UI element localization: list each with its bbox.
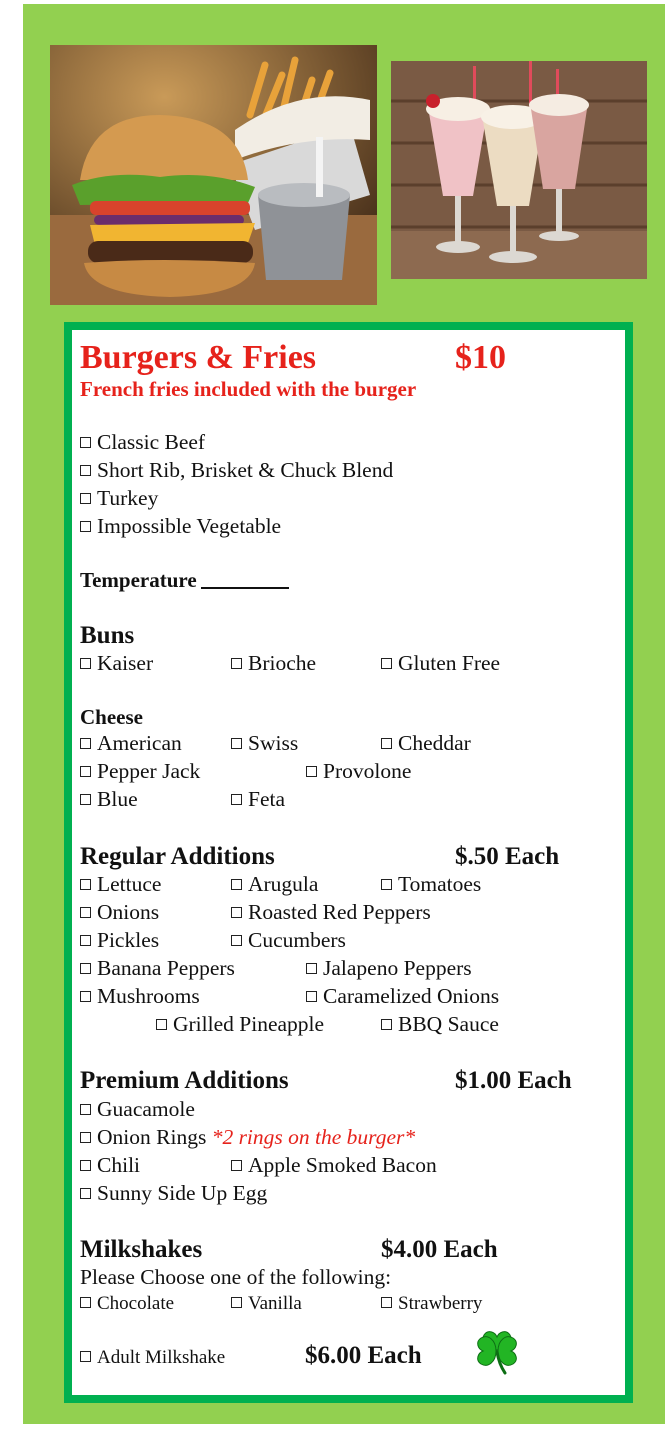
bun-option[interactable]: Brioche xyxy=(231,653,316,675)
milkshake-instruction: Please Choose one of the following: xyxy=(80,1265,392,1289)
premium-additions-heading: Premium Additions xyxy=(80,1067,289,1094)
shamrock-icon xyxy=(472,1326,522,1376)
checkbox-icon xyxy=(80,1104,91,1115)
cheese-option[interactable]: Cheddar xyxy=(381,733,471,755)
checkbox-icon xyxy=(306,766,317,777)
checkbox-icon xyxy=(80,766,91,777)
milkshakes-photo xyxy=(391,61,647,279)
bun-option[interactable]: Gluten Free xyxy=(381,653,500,675)
checkbox-icon xyxy=(156,1019,167,1030)
regular-option[interactable]: BBQ Sauce xyxy=(381,1014,499,1036)
checkbox-icon xyxy=(80,991,91,1002)
checkbox-icon xyxy=(381,738,392,749)
cheese-option[interactable]: Swiss xyxy=(231,733,298,755)
regular-option[interactable]: Tomatoes xyxy=(381,874,481,896)
checkbox-icon xyxy=(80,1297,91,1308)
checkbox-icon xyxy=(231,794,242,805)
regular-option[interactable]: Jalapeno Peppers xyxy=(306,958,472,980)
checkbox-icon xyxy=(80,879,91,890)
checkbox-icon xyxy=(381,879,392,890)
milkshake-option[interactable]: Strawberry xyxy=(381,1294,482,1313)
checkbox-icon xyxy=(80,1351,91,1362)
burger-fries-photo xyxy=(50,45,377,305)
checkbox-icon xyxy=(80,738,91,749)
checkbox-icon xyxy=(80,465,91,476)
regular-option[interactable]: Pickles xyxy=(80,930,159,952)
regular-additions-heading: Regular Additions xyxy=(80,843,275,870)
onion-rings-note: *2 rings on the burger* xyxy=(211,1125,416,1149)
menu-price: $10 xyxy=(455,339,506,376)
regular-option[interactable]: Grilled Pineapple xyxy=(156,1014,324,1036)
patty-option[interactable]: Turkey xyxy=(80,488,158,510)
regular-option[interactable]: Arugula xyxy=(231,874,318,896)
checkbox-icon xyxy=(306,991,317,1002)
menu-subtitle: French fries included with the burger xyxy=(80,377,417,401)
patty-option[interactable]: Impossible Vegetable xyxy=(80,516,281,538)
checkbox-icon xyxy=(80,963,91,974)
buns-heading: Buns xyxy=(80,622,135,649)
premium-option[interactable]: Chili xyxy=(80,1155,140,1177)
checkbox-icon xyxy=(381,1297,392,1308)
temperature-blank[interactable] xyxy=(201,569,289,589)
premium-option[interactable]: Sunny Side Up Egg xyxy=(80,1183,267,1205)
checkbox-icon xyxy=(80,493,91,504)
adult-milkshake-price: $6.00 Each xyxy=(305,1342,422,1369)
checkbox-icon xyxy=(306,963,317,974)
premium-option[interactable]: Guacamole xyxy=(80,1099,195,1121)
patty-option[interactable]: Classic Beef xyxy=(80,432,205,454)
temperature-field[interactable]: Temperature xyxy=(80,569,289,591)
checkbox-icon xyxy=(80,437,91,448)
premium-additions-price: $1.00 Each xyxy=(455,1067,572,1094)
premium-option[interactable]: Onion Rings *2 rings on the burger* xyxy=(80,1127,415,1149)
checkbox-icon xyxy=(80,1160,91,1171)
regular-additions-price: $.50 Each xyxy=(455,843,560,870)
milkshakes-price: $4.00 Each xyxy=(381,1236,498,1263)
regular-option[interactable]: Lettuce xyxy=(80,874,161,896)
checkbox-icon xyxy=(80,794,91,805)
checkbox-icon xyxy=(80,1132,91,1143)
milkshake-option[interactable]: Vanilla xyxy=(231,1294,302,1313)
checkbox-icon xyxy=(381,1019,392,1030)
bun-option[interactable]: Kaiser xyxy=(80,653,153,675)
checkbox-icon xyxy=(231,935,242,946)
checkbox-icon xyxy=(80,907,91,918)
patty-option[interactable]: Short Rib, Brisket & Chuck Blend xyxy=(80,460,393,482)
cheese-option[interactable]: Blue xyxy=(80,789,138,811)
regular-option[interactable]: Mushrooms xyxy=(80,986,200,1008)
checkbox-icon xyxy=(231,738,242,749)
regular-option[interactable]: Cucumbers xyxy=(231,930,346,952)
checkbox-icon xyxy=(231,907,242,918)
cheese-option[interactable]: Feta xyxy=(231,789,285,811)
cheese-option[interactable]: American xyxy=(80,733,182,755)
checkbox-icon xyxy=(80,935,91,946)
menu-title: Burgers & Fries xyxy=(80,339,317,376)
adult-milkshake-option[interactable]: Adult Milkshake xyxy=(80,1348,225,1367)
checkbox-icon xyxy=(231,658,242,669)
regular-option[interactable]: Onions xyxy=(80,902,159,924)
cheese-option[interactable]: Pepper Jack xyxy=(80,761,200,783)
milkshake-option[interactable]: Chocolate xyxy=(80,1294,174,1313)
checkbox-icon xyxy=(231,879,242,890)
regular-option[interactable]: Caramelized Onions xyxy=(306,986,499,1008)
cheese-option[interactable]: Provolone xyxy=(306,761,411,783)
cheese-heading: Cheese xyxy=(80,705,143,729)
premium-option[interactable]: Apple Smoked Bacon xyxy=(231,1155,437,1177)
regular-option[interactable]: Roasted Red Peppers xyxy=(231,902,431,924)
checkbox-icon xyxy=(231,1160,242,1171)
checkbox-icon xyxy=(80,1188,91,1199)
checkbox-icon xyxy=(80,658,91,669)
checkbox-icon xyxy=(381,658,392,669)
checkbox-icon xyxy=(231,1297,242,1308)
checkbox-icon xyxy=(80,521,91,532)
milkshakes-heading: Milkshakes xyxy=(80,1236,203,1263)
regular-option[interactable]: Banana Peppers xyxy=(80,958,235,980)
